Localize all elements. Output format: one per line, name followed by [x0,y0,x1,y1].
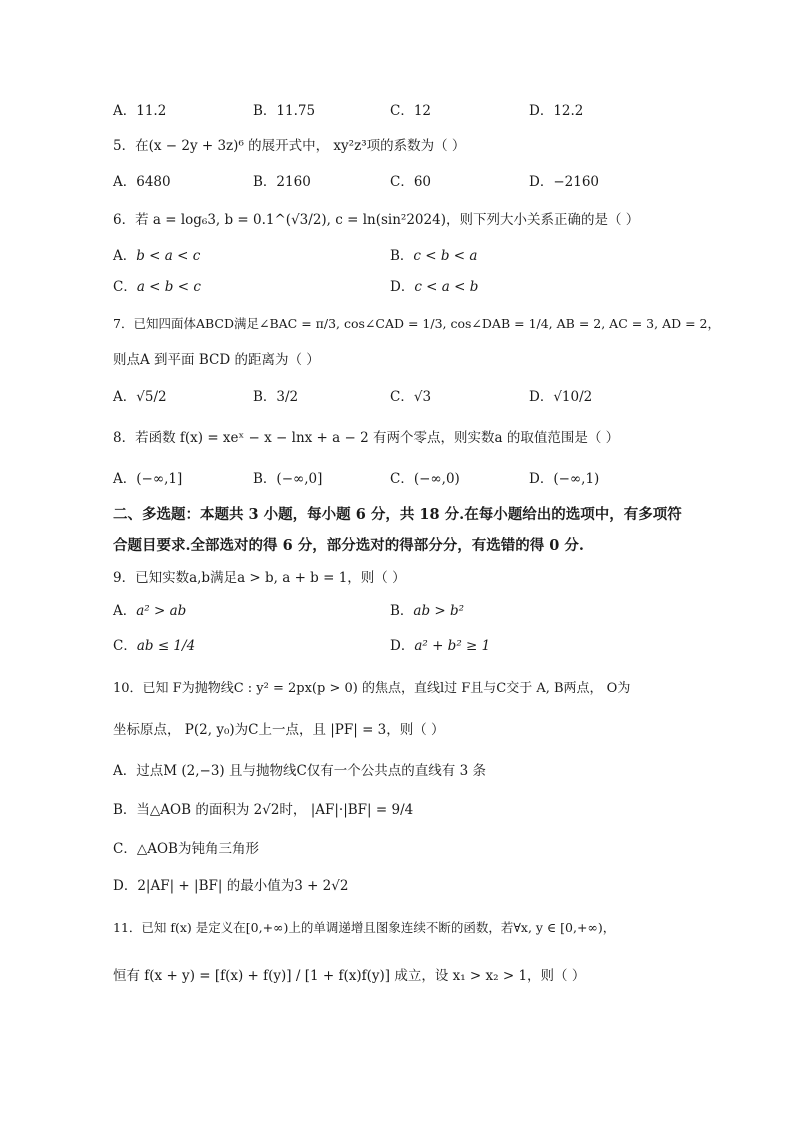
q4-option-d: D．12.2 [529,103,584,119]
q7-option-c: C．√3 [390,389,432,405]
section-2-instructions: 合题目要求.全部选对的得 6 分，部分选对的得部分分，有选错的得 0 分. [113,537,584,554]
q10-option-c: C．△AOB为钝角三角形 [113,841,259,857]
q9-stem: 9．已知实数a,b满足a > b, a + b = 1，则（ ） [113,570,406,586]
q5-stem: 5．在(x − 2y + 3z)⁶ 的展开式中， xy²z³项的系数为（ ） [113,138,466,154]
q10-option-a: A．过点M (2,−3) 且与抛物线C仅有一个公共点的直线有 3 条 [113,763,486,779]
q6-stem: 6．若 a = log₆3, b = 0.1^(√3/2), c = ln(sin²2024)，则下列大小关系正确的是（ ） [113,212,640,228]
q7-option-b: B．3/2 [253,389,299,405]
section-2-heading: 二、多选题：本题共 3 小题，每小题 6 分，共 18 分.在每小题给出的选项中，有多项符 [113,506,682,523]
q11-stem-cont: 恒有 f(x + y) = [f(x) + f(y)] / [1 + f(x)f(y)] 成立，设 x₁ > x₂ > 1，则（ ） [113,968,586,984]
q5-option-c: C．60 [390,174,432,190]
q8-option-d: D．(−∞,1) [529,471,600,487]
q8-option-c: C．(−∞,0) [390,471,460,487]
q9-option-a: A．a² > ab [113,603,187,619]
q10-stem-cont: 坐标原点， P(2, y₀)为C上一点，且 |PF| = 3，则（ ） [113,722,445,738]
q5-option-d: D．−2160 [529,174,599,190]
q9-option-c: C．ab ≤ 1/4 [113,638,196,654]
q10-stem: 10．已知 F为抛物线C : y² = 2px(p > 0) 的焦点，直线l过 F且与C交于 A, B两点， O为 [113,681,631,696]
q7-option-a: A．√5/2 [113,389,167,405]
q4-option-a: A．11.2 [113,103,167,119]
q9-option-b: B．ab > b² [390,603,465,619]
q7-stem: 7．已知四面体ABCD满足∠BAC = π/3, cos∠CAD = 1/3, cos∠DAB = 1/4, AB = 2, AC = 3, AD = 2， [113,316,720,331]
q6-option-d: D．c < a < b [390,279,479,295]
q8-option-b: B．(−∞,0] [253,471,323,487]
q4-option-c: C．12 [390,103,432,119]
q9-option-d: D．a² + b² ≥ 1 [390,638,491,654]
q8-stem: 8．若函数 f(x) = xeˣ − x − lnx + a − 2 有两个零点，则实数a 的取值范围是（ ） [113,430,620,446]
q10-option-d: D．2|AF| + |BF| 的最小值为3 + 2√2 [113,878,349,894]
q7-stem-cont: 则点A 到平面 BCD 的距离为（ ） [113,352,320,368]
q10-option-b: B．当△AOB 的面积为 2√2时， |AF|·|BF| = 9/4 [113,802,414,818]
q6-option-b: B．c < b < a [390,248,478,264]
q11-stem: 11．已知 f(x) 是定义在[0,+∞)上的单调递增且图象连续不断的函数，若∀x, y ∈ [0,+∞)， [113,920,616,935]
q8-option-a: A．(−∞,1] [113,471,183,487]
q5-option-b: B．2160 [253,174,311,190]
q6-option-a: A．b < a < c [113,248,201,264]
q5-option-a: A．6480 [113,174,171,190]
q7-option-d: D．√10/2 [529,389,593,405]
q6-option-c: C．a < b < c [113,279,201,295]
q4-option-b: B．11.75 [253,103,316,119]
